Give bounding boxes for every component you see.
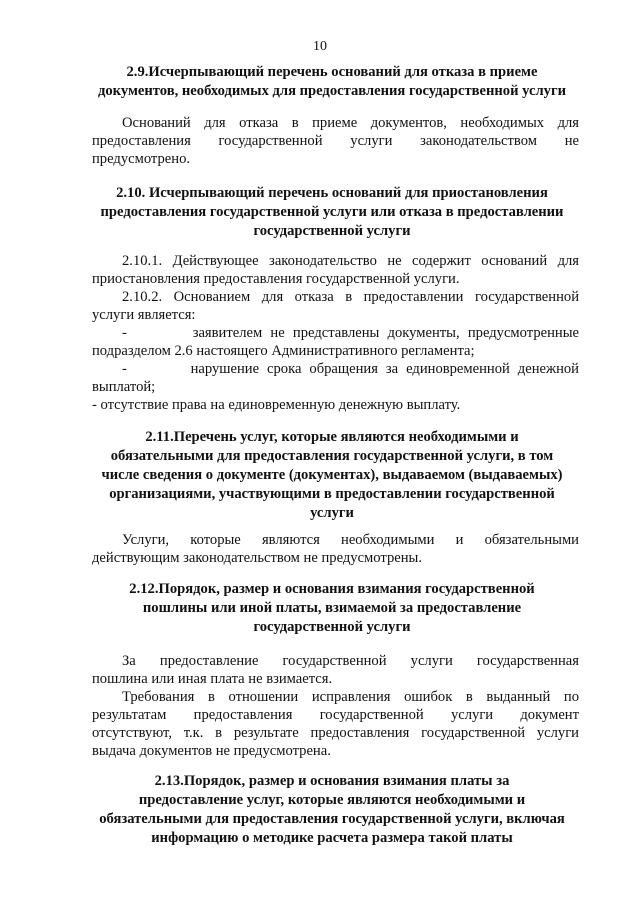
heading-line: предоставления государственной услуги или отказа в предоставлении bbox=[100, 204, 564, 220]
heading-line: документов, необходимых для предоставления государственной услуги bbox=[98, 83, 566, 99]
bullet-text: нарушение срока обращения за единовременной денежной bbox=[190, 361, 579, 377]
section-2-10-heading bbox=[85, 184, 579, 241]
bullet-dash: - bbox=[122, 361, 127, 377]
heading-line: 2.10. Исчерпывающий перечень оснований для приостановления bbox=[116, 185, 548, 201]
text-line: действующим законодательством не предусмотрены. bbox=[92, 550, 422, 566]
text-line: услуги является: bbox=[92, 307, 196, 323]
section-2-9-paragraph bbox=[92, 114, 579, 168]
text-line: выплатой; bbox=[92, 379, 156, 395]
heading-line: числе сведения о документе (документах), выдаваемом (выдаваемых) bbox=[101, 467, 563, 483]
heading-line: 2.13.Порядок, размер и основания взимания платы за bbox=[154, 773, 510, 789]
text-line: предоставления государственной услуги законодательством не bbox=[92, 133, 579, 149]
heading-line: пошлины или иной платы, взимаемой за предоставление bbox=[142, 600, 522, 616]
text-line: отсутствуют, т.к. в результате предоставления государственной услуги bbox=[92, 725, 579, 741]
text-line: результатам предоставления государственной услуги документ bbox=[92, 707, 579, 723]
section-2-11-paragraph bbox=[92, 531, 579, 567]
text-line bbox=[92, 324, 579, 342]
section-2-12-paragraph-1 bbox=[92, 652, 579, 688]
section-2-12-paragraph-2 bbox=[92, 688, 579, 760]
bullet-text: заявителем не представлены документы, предусмотренные bbox=[192, 325, 580, 341]
text-line: выдача документов не предусмотрена. bbox=[92, 743, 331, 759]
heading-line: 2.12.Порядок, размер и основания взимания государственной bbox=[129, 581, 535, 597]
text-line: 2.10.2. Основанием для отказа в предоставлении государственной bbox=[122, 289, 579, 305]
heading-line: государственной услуги bbox=[253, 619, 411, 635]
text-line: - отсутствие права на единовременную денежную выплату. bbox=[92, 397, 461, 413]
page-number: 10 bbox=[313, 39, 327, 54]
heading-line: организациями, участвующими в предоставлении государственной bbox=[109, 486, 555, 502]
section-2-11-heading bbox=[85, 428, 579, 523]
heading-line: информацию о методике расчета размера такой платы bbox=[151, 830, 513, 846]
text-line: За предоставление государственной услуги государственная bbox=[122, 653, 579, 669]
section-2-13-heading bbox=[85, 772, 579, 848]
heading-line: 2.9.Исчерпывающий перечень оснований для отказа в приеме bbox=[126, 64, 538, 80]
text-line: пошлина или иная плата не взимается. bbox=[92, 671, 333, 687]
section-2-10-1-paragraph bbox=[92, 252, 579, 288]
heading-line: государственной услуги bbox=[253, 223, 411, 239]
section-2-12-heading bbox=[85, 580, 579, 637]
text-line bbox=[92, 360, 579, 378]
heading-line: предоставление услуг, которые являются необходимыми и bbox=[138, 792, 526, 808]
heading-line: обязательными для предоставления государственной услуги, в том bbox=[110, 448, 554, 464]
text-line: Оснований для отказа в приеме документов, необходимых для bbox=[122, 115, 579, 131]
text-line: предусмотрено. bbox=[92, 151, 191, 167]
section-2-9-heading bbox=[85, 63, 579, 101]
bullet-item bbox=[92, 396, 579, 414]
heading-line: услуги bbox=[310, 505, 354, 521]
text-line: 2.10.1. Действующее законодательство не содержит оснований для bbox=[122, 253, 579, 269]
bullet-dash: - bbox=[122, 325, 127, 341]
text-line: приостановления предоставления государственной услуги. bbox=[92, 271, 460, 287]
heading-line: 2.11.Перечень услуг, которые являются необходимыми и bbox=[145, 429, 519, 445]
text-line: подразделом 2.6 настоящего Административного регламента; bbox=[92, 343, 475, 359]
text-line: Услуги, которые являются необходимыми и обязательными bbox=[122, 532, 579, 548]
text-line: Требования в отношении исправления ошибок в выданный по bbox=[122, 689, 579, 705]
section-2-10-2-paragraph bbox=[92, 288, 579, 324]
bullet-item bbox=[92, 360, 579, 396]
heading-line: обязательными для предоставления государственной услуги, включая bbox=[99, 811, 565, 827]
bullet-item bbox=[92, 324, 579, 360]
